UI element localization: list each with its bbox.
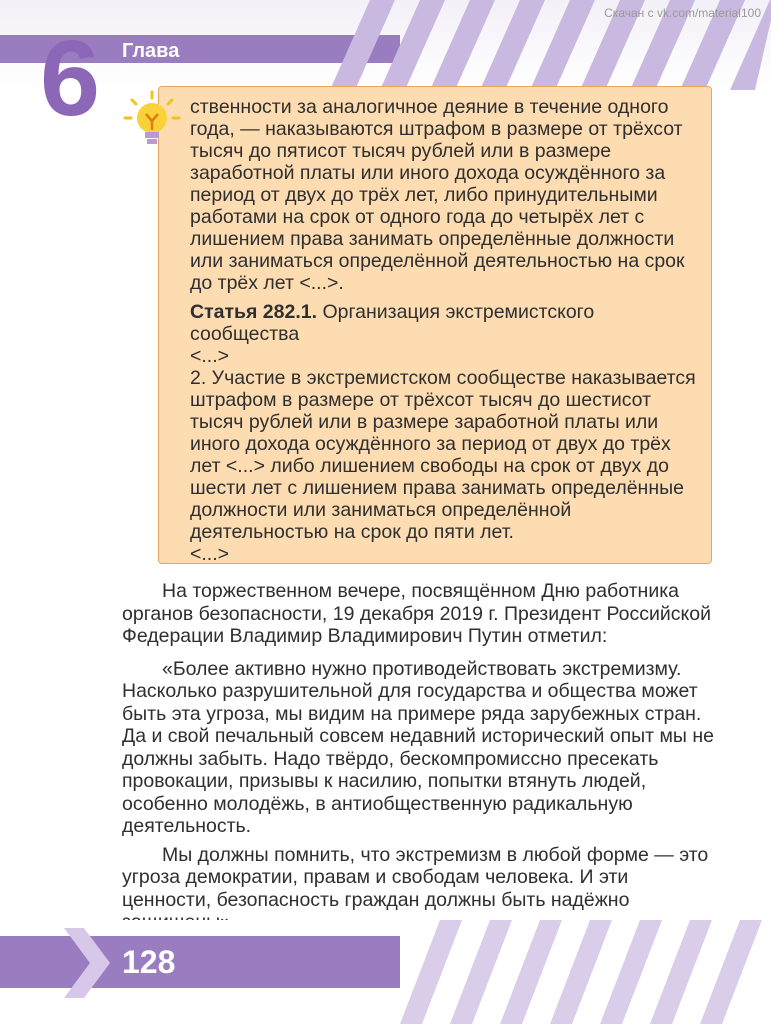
intro-paragraph: На торжественном вечере, посвящённом Дню работника органов безопасности, 19 декабря 2019 г. Президент Российской Федерации Владимир Владимирович Путин отметил:	[122, 580, 711, 647]
body-text	[122, 580, 718, 934]
law-text	[190, 96, 700, 565]
chapter-label: Глава	[122, 40, 180, 62]
watermark: Скачан с vk.com/material100	[604, 6, 761, 20]
law-paragraph-1: ственности за аналогичное деяние в течение одного года, — наказываются штрафом в размере от трёхсот тысяч до пятисот тысяч рублей или в размере заработной платы или иного дохода осуждённого за период от двух до трёх лет, либо принудительными работами на срок от одного года до четырёх лет с лишением права занимать определённые должности или заниматься определённой деятельностью на срок до трёх лет <...>.	[190, 96, 685, 294]
law-paragraph-2: 2. Участие в экстремистском сообществе наказывается штрафом в размере от трёхсот тысяч до шестисот тысяч рублей или в размере заработной платы или иного дохода осуждённого за период от двух до трёх лет <...> либо лишением свободы на срок от двух до шести лет с лишением права занимать определённые должности или заниматься определённой деятельностью на срок до пяти лет.	[190, 367, 696, 543]
chapter-number: 6	[40, 17, 99, 138]
article-name: Организация экстремистского сообщества	[190, 301, 595, 345]
quote-paragraph-2: Мы должны помнить, что экстремизм в любой форме — это угроза демократии, правам и свободам человека. И эти ценности, безопасность граждан должны быть надёжно	[122, 843, 709, 911]
law-ellipsis-1: <...>	[190, 345, 230, 367]
law-ellipsis-2: <...>	[190, 543, 230, 565]
quote-paragraph-1: «Более активно нужно противодействовать экстремизму. Насколько разрушительной для государства и общества может быть эта угроза, мы видим на примере ряда зарубежных стран. Да и свой печальный совсем недавний исторический опыт мы не должны забыть. Надо твёрдо, бескомпромиссно пресекать провокации, призывы к насилию, попытки втянуть людей, особенно молодёжь, в антиобщественную радикальную деятельность.	[122, 657, 714, 837]
article-heading	[190, 301, 700, 345]
footer-bar	[0, 936, 400, 988]
chevron-right-icon	[62, 926, 112, 1000]
page-number: 128	[122, 944, 176, 980]
lightbulb-icon	[122, 90, 182, 150]
article-title: Статья 282.1.	[190, 301, 318, 323]
